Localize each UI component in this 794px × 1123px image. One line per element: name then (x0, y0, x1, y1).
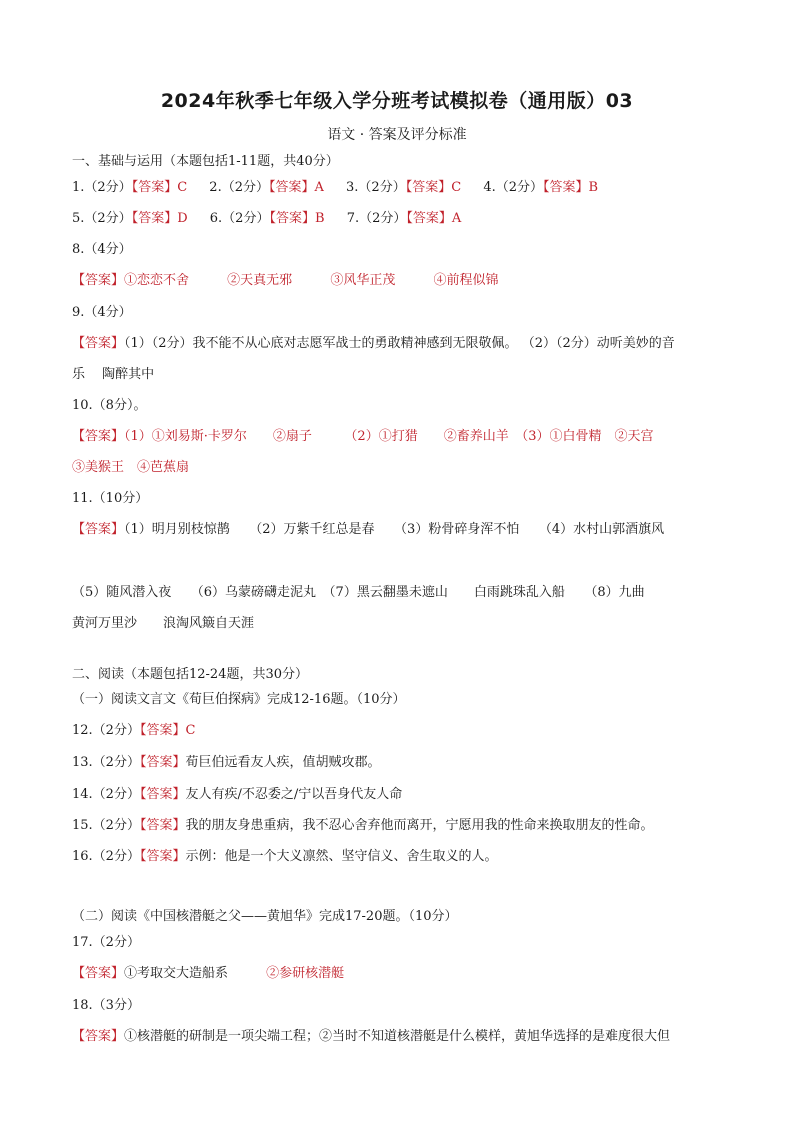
q7-answer (347, 210, 462, 228)
section-2-heading: 二、阅读（本题包括12-24题，共30分） (72, 667, 309, 682)
q15-answer (72, 817, 732, 835)
q16-label: 16.（2分） (72, 849, 140, 864)
q9-tag: 【答案】 (72, 336, 125, 351)
q15-label: 15.（2分） (72, 818, 140, 833)
q11-label: 11.（10分） (72, 491, 149, 506)
q11-tag: 【答案】 (72, 522, 125, 537)
q3-answer (346, 179, 461, 197)
q8-answer-2: ②天真无邪 (227, 273, 293, 288)
q4-value: B (588, 180, 599, 195)
q2-label: 2.（2分） (209, 180, 269, 195)
q8-label: 8.（4分） (72, 242, 132, 257)
q9-answer-line-1 (72, 335, 732, 353)
q4-answer (483, 179, 598, 197)
q11-answer-text-1: （1）明月别枝惊鹊 （2）万紫千红总是春 （3）粉骨碎身浑不怕 （4）水村山郭酒旗风 (124, 522, 665, 537)
answer-row-1-4 (72, 179, 732, 197)
q12-value: C (185, 723, 196, 738)
q14-answer (72, 786, 732, 804)
q18-value: ①核潜艇的研制是一项尖端工程；②当时不知道核潜艇是什么模样，黄旭华选择的是难度很大但 (124, 1029, 671, 1044)
q3-value: C (451, 180, 462, 195)
q1-answer (72, 179, 187, 197)
q12-answer (72, 722, 732, 740)
q16-tag: 【答案】 (139, 849, 186, 864)
q12-label: 12.（2分） (72, 723, 140, 738)
document-subtitle: 语文 · 答案及评分标准 (327, 127, 467, 143)
q17-answer-2: ②参研核潜艇 (266, 966, 345, 981)
q8-answer-4: ④前程似锦 (433, 273, 499, 288)
q7-tag: 【答案】 (406, 211, 452, 226)
q17-tag: 【答案】 (72, 966, 125, 981)
section-2-part-2-heading: （二）阅读《中国核潜艇之父——黄旭华》完成17-20题。（10分） (72, 909, 458, 924)
q10-answer-text-1: （1）①刘易斯·卡罗尔 ②扇子 （2）①打猎 ②畜养山羊 （3）①白骨精 ②天宫 (124, 429, 654, 444)
q13-value: 荀巨伯远看友人疾，值胡贼攻郡。 (185, 755, 381, 770)
q9-label: 9.（4分） (72, 305, 132, 320)
q3-tag: 【答案】 (405, 180, 452, 195)
q9-answer-text-1: （1）（2分）我不能不从心底对志愿军战士的勇敢精神感到无限敬佩。 （2）（2分）动听美妙的音 (124, 336, 675, 351)
q17-answer (72, 965, 732, 983)
q6-tag: 【答案】 (269, 211, 315, 226)
q7-label: 7.（2分） (346, 211, 407, 226)
q2-tag: 【答案】 (268, 180, 315, 195)
q12-tag: 【答案】 (139, 723, 186, 738)
q17-answer-1: ①考取交大造船系 (124, 966, 229, 981)
q14-tag: 【答案】 (139, 787, 186, 802)
q15-tag: 【答案】 (139, 818, 186, 833)
q1-label: 1.（2分） (72, 180, 132, 195)
q5-answer (72, 210, 188, 228)
q17-label: 17.（2分） (72, 935, 140, 950)
q11-answer-text-2: （5）随风潜入夜 （6）乌蒙磅礴走泥丸 （7）黑云翻墨未遮山 白雨跳珠乱入船 （8）九曲 (72, 585, 645, 600)
q10-answer-text-2: ③美猴王 ④芭蕉扇 (72, 460, 190, 475)
answer-row-5-7 (72, 210, 732, 228)
q6-value: B (314, 211, 325, 226)
q13-answer (72, 754, 732, 772)
q18-tag: 【答案】 (72, 1029, 125, 1044)
q7-value: A (451, 211, 462, 226)
q2-answer (209, 179, 324, 197)
q16-value: 示例：他是一个大义凛然、坚守信义、舍生取义的人。 (185, 849, 498, 864)
q1-value: C (177, 180, 188, 195)
q16-answer (72, 848, 732, 866)
q5-label: 5.（2分） (72, 211, 132, 226)
q10-answer-line-1 (72, 428, 732, 446)
q4-tag: 【答案】 (543, 180, 589, 195)
document-title: 2024年秋季七年级入学分班考试模拟卷（通用版）03 (160, 90, 634, 112)
q14-label: 14.（2分） (72, 787, 140, 802)
q3-label: 3.（2分） (346, 180, 406, 195)
q6-label: 6.（2分） (209, 211, 270, 226)
q10-tag: 【答案】 (72, 429, 125, 444)
q13-tag: 【答案】 (139, 755, 186, 770)
q8-tag: 【答案】 (72, 273, 125, 288)
q18-answer (72, 1028, 732, 1046)
q11-answer-line-1 (72, 521, 732, 539)
q2-value: A (314, 180, 324, 195)
q18-label: 18.（3分） (72, 998, 140, 1013)
q15-value: 我的朋友身患重病，我不忍心舍弃他而离开，宁愿用我的性命来换取朋友的性命。 (185, 818, 654, 833)
q8-answer-3: ③风华正茂 (330, 273, 396, 288)
q11-answer-text-3: 黄河万里沙 浪淘风簸自天涯 (72, 616, 255, 631)
q4-label: 4.（2分） (483, 180, 544, 195)
q8-answer-1: ①恋恋不舍 (124, 273, 190, 288)
q1-tag: 【答案】 (131, 180, 178, 195)
q9-answer-text-2: 乐 陶醉其中 (72, 367, 155, 382)
q6-answer (210, 210, 325, 228)
q8-answer (72, 272, 732, 290)
q13-label: 13.（2分） (72, 755, 140, 770)
section-2-part-1-heading: （一）阅读文言文《荀巨伯探病》完成12-16题。（10分） (72, 692, 406, 707)
q14-value: 友人有疾/不忍委之/宁以吾身代友人命 (185, 787, 403, 802)
q5-value: D (177, 211, 188, 226)
section-1-heading: 一、基础与运用（本题包括1-11题，共40分） (72, 154, 339, 169)
q5-tag: 【答案】 (131, 211, 178, 226)
q10-label: 10.（8分）。 (72, 398, 147, 413)
